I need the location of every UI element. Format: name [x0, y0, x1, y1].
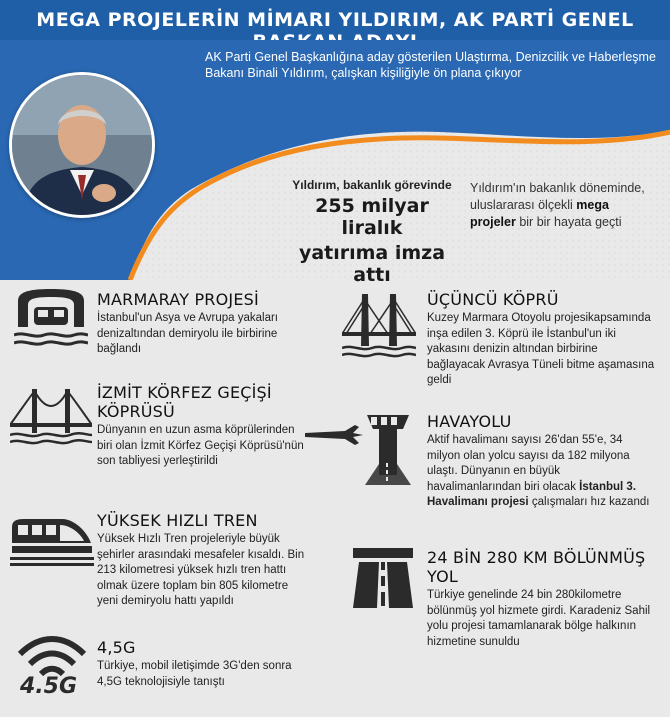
marmaray-title: MARMARAY PROJESİ: [97, 290, 259, 309]
havayolu-desc-part2: çalışmaları hız kazandı: [528, 496, 650, 508]
hizli-tren-title: YÜKSEK HIZLI TREN: [97, 511, 258, 530]
havayolu-title: HAVAYOLU: [427, 412, 512, 431]
ucuncu-kopru-desc: Kuzey Marmara Otoyolu projesikapsamında inşa edilen 3. Köprü ile İstanbul'un iki yakasını denizin altından birbirine bağlayacak Avrasya Tüneli bitme aşamasına geldi: [427, 312, 655, 386]
yol-title: 24 BİN 280 KM BÖLÜNMÜŞ YOL: [427, 548, 646, 586]
headline-big-line2: yatırıma imza attı: [298, 242, 446, 286]
havayolu-desc-part1: Aktif havalimanı sayısı 26'dan 55'e, 34 milyon olan yolcu sayısı da 182 milyona ulaştı. Dünyanın en büyük havalimanlarından biri olacak: [427, 434, 630, 493]
portrait-photo: [9, 72, 155, 218]
header-bar: [0, 0, 670, 40]
izmit-title-line2: KÖPRÜSÜ: [97, 402, 175, 421]
ucuncu-kopru-item: [427, 290, 657, 389]
izmit-item: [97, 383, 307, 470]
divided-road-icon: [353, 548, 413, 608]
headline: [282, 178, 462, 286]
dort-bes-g-title: 4,5G: [97, 638, 136, 657]
hizli-tren-desc: Yüksek Hızlı Tren projeleriyle büyük şehirler arasındaki mesafeler kısaldı. Bin 213 kilometresi yüksek hızlı tren hattı olmak üzere toplam bin 805 kilometre yeni demiryolu hattı yapıldı: [97, 533, 305, 607]
ucuncu-kopru-title: ÜÇÜNCÜ KÖPRÜ: [427, 290, 559, 309]
bridge-icon: [342, 290, 416, 360]
signal-4-5g-label: 4.5G: [20, 674, 78, 699]
side-note-part1: Yıldırım'ın bakanlık döneminde, uluslararası ölçekli: [470, 181, 645, 212]
marmaray-desc: İstanbul'un Asya ve Avrupa yakaları denizaltından demiryolu ile birbirine bağlandı: [97, 312, 278, 355]
high-speed-train-icon: [10, 507, 94, 567]
havayolu-desc-bold: İstanbul 3. Havalimanı projesi: [427, 480, 637, 508]
yol-desc: Türkiye genelinde 24 bin 280kilometre bölünmüş yol hizmete girdi. Karadeniz Sahil yolu projesi tamamlanarak bölge halkının hizmetine sunuldu: [427, 589, 651, 648]
dort-bes-g-desc: Türkiye, mobil iletişimde 3G'den sonra 4,5G teknolojisiyle tanıştı: [97, 660, 292, 688]
side-note: [470, 180, 650, 231]
airport-tower-icon: [305, 405, 420, 485]
side-note-part2: bir bir hayata geçti: [515, 215, 622, 229]
yol-item: [427, 548, 657, 650]
izmit-title-line1: İZMİT KÖRFEZ GEÇİŞİ: [97, 383, 272, 402]
headline-big-line1: 255 milyar liralık: [315, 195, 429, 239]
page-title: MEGA PROJELERİN MİMARI YILDIRIM, AK PARTİ GENEL: [36, 9, 634, 31]
side-note-bold: mega projeler: [470, 198, 609, 229]
intro-text: AK Parti Genel Başkanlığına aday gösterilen Ulaştırma, Denizcilik ve Haberleşme Bakanı Binali Yıldırım, çalışkan kişiliğiyle ön plana çıkıyor: [205, 50, 656, 80]
dort-bes-g-item: [97, 638, 307, 690]
havayolu-desc: [427, 433, 657, 511]
signal-4-5g-icon: [14, 632, 90, 708]
headline-small: Yıldırım, bakanlık görevinde: [292, 178, 452, 192]
marmaray-item: [97, 290, 307, 358]
hizli-tren-item: [97, 511, 307, 610]
tunnel-train-icon: [14, 287, 88, 347]
havayolu-item: [427, 412, 657, 511]
izmit-desc: Dünyanın en uzun asma köprülerinden biri olan İzmit Körfez Geçişi Köprüsü'nün son tabliyesi yerleştirildi: [97, 424, 304, 467]
suspension-bridge-icon: [10, 385, 92, 447]
